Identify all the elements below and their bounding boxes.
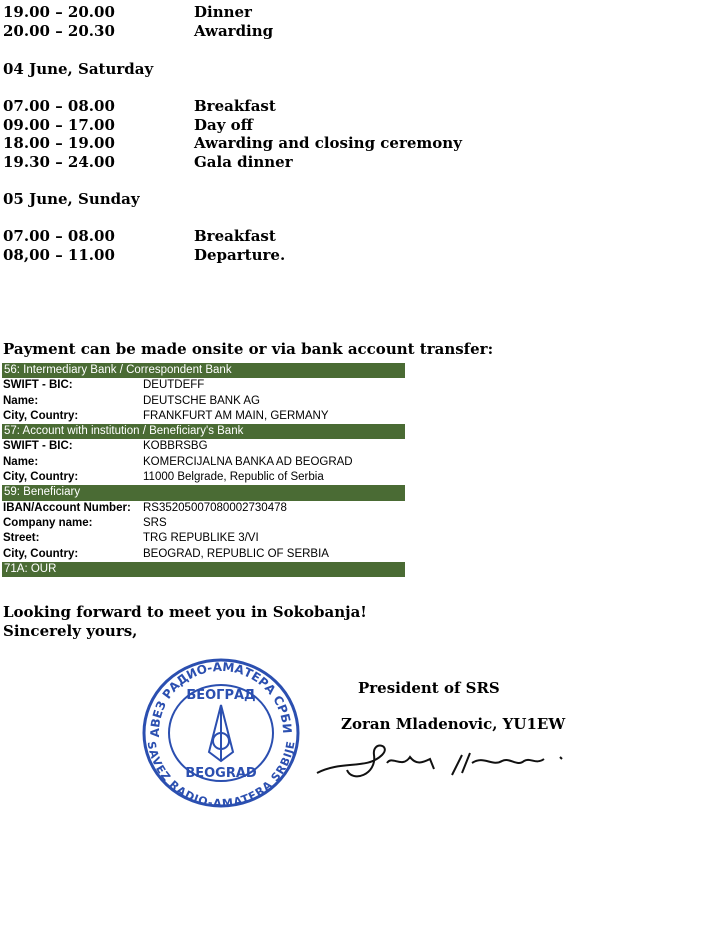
official-stamp (141, 657, 301, 813)
intermediary-bank-header: 56: Intermediary Bank / Correspondent Bank (2, 363, 405, 378)
schedule-activity: Awarding and closing ceremony (194, 134, 462, 152)
row-value: DEUTDEFF (143, 379, 205, 392)
row-label: Name: (3, 455, 39, 468)
closing-salutation: Sincerely yours, (3, 622, 138, 640)
table-row (2, 501, 405, 516)
stamp-top-text: АВЕЗ РАДИО-АМАТЕРА СРБИ (147, 659, 295, 738)
schedule-activity: Day off (194, 115, 253, 134)
schedule-time: 19.30 – 24.00 (3, 152, 115, 171)
table-row (2, 531, 405, 546)
signatory-name: Zoran Mladenovic, YU1EW (341, 715, 566, 733)
row-label: City, Country: (3, 409, 79, 422)
schedule-activity: Awarding (194, 22, 274, 40)
schedule-activity: Dinner (194, 3, 252, 21)
schedule-activity: Departure. (194, 245, 286, 264)
schedule-time: 18.00 – 19.00 (3, 134, 115, 152)
day-heading: 04 June, Saturday (3, 60, 154, 78)
charges-header: 71A: OUR (2, 562, 405, 577)
beneficiary-header: 59: Beneficiary (2, 485, 405, 500)
row-value: DEUTSCHE BANK AG (143, 394, 260, 407)
row-label: Name: (3, 394, 39, 407)
schedule-time: 07.00 – 08.00 (3, 227, 115, 245)
row-label: Company name: (3, 516, 93, 529)
row-value: SRS (143, 516, 167, 529)
schedule-activity: Breakfast (194, 97, 276, 115)
row-value: KOMERCIJALNA BANKA AD BEOGRAD (143, 455, 353, 468)
signatory-title: President of SRS (358, 679, 500, 697)
bank-details-table (2, 363, 405, 577)
table-row (2, 516, 405, 531)
row-label: SWIFT - BIC: (3, 440, 73, 453)
row-label: Street: (3, 532, 40, 545)
row-value: RS35205007080002730478 (143, 501, 287, 514)
schedule-time: 09.00 – 17.00 (3, 115, 115, 134)
row-label: IBAN/Account Number: (3, 501, 131, 514)
closing-line: Looking forward to meet you in Sokobanja! (3, 603, 367, 621)
table-row (2, 439, 405, 454)
antenna-emblem-icon (209, 705, 233, 761)
schedule-activity: Breakfast (194, 227, 276, 245)
schedule-time: 08,00 – 11.00 (3, 245, 115, 264)
table-row (2, 394, 405, 409)
row-value: BEOGRAD, REPUBLIC OF SERBIA (143, 547, 329, 560)
stamp-bottom-text: SAVEZ RADIO-AMATERA SRBIJE (144, 740, 298, 809)
table-row (2, 470, 405, 485)
schedule-time: 20.00 – 20.30 (3, 22, 115, 40)
handwritten-signature (312, 735, 572, 789)
stamp-city-cyrillic: БЕОГРАД (186, 688, 256, 703)
row-label: City, Country: (3, 547, 79, 560)
table-row (2, 378, 405, 393)
table-row (2, 547, 405, 562)
row-label: City, Country: (3, 471, 79, 484)
row-value: TRG REPUBLIKE 3/VI (143, 532, 259, 545)
table-row (2, 455, 405, 470)
day-heading: 05 June, Sunday (3, 190, 140, 208)
row-value: FRANKFURT AM MAIN, GERMANY (143, 409, 329, 422)
row-label: SWIFT - BIC: (3, 379, 73, 392)
table-row (2, 409, 405, 424)
payment-intro: Payment can be made onsite or via bank account transfer: (3, 340, 494, 358)
schedule-time: 19.00 – 20.00 (3, 3, 115, 21)
stamp-city-latin: BEOGRAD (185, 766, 257, 781)
account-institution-header: 57: Account with institution / Beneficiary's Bank (2, 424, 405, 439)
row-value: 11000 Belgrade, Republic of Serbia (143, 471, 324, 484)
row-value: KOBBRSBG (143, 440, 208, 453)
schedule-time: 07.00 – 08.00 (3, 97, 115, 115)
schedule-activity: Gala dinner (194, 152, 293, 171)
